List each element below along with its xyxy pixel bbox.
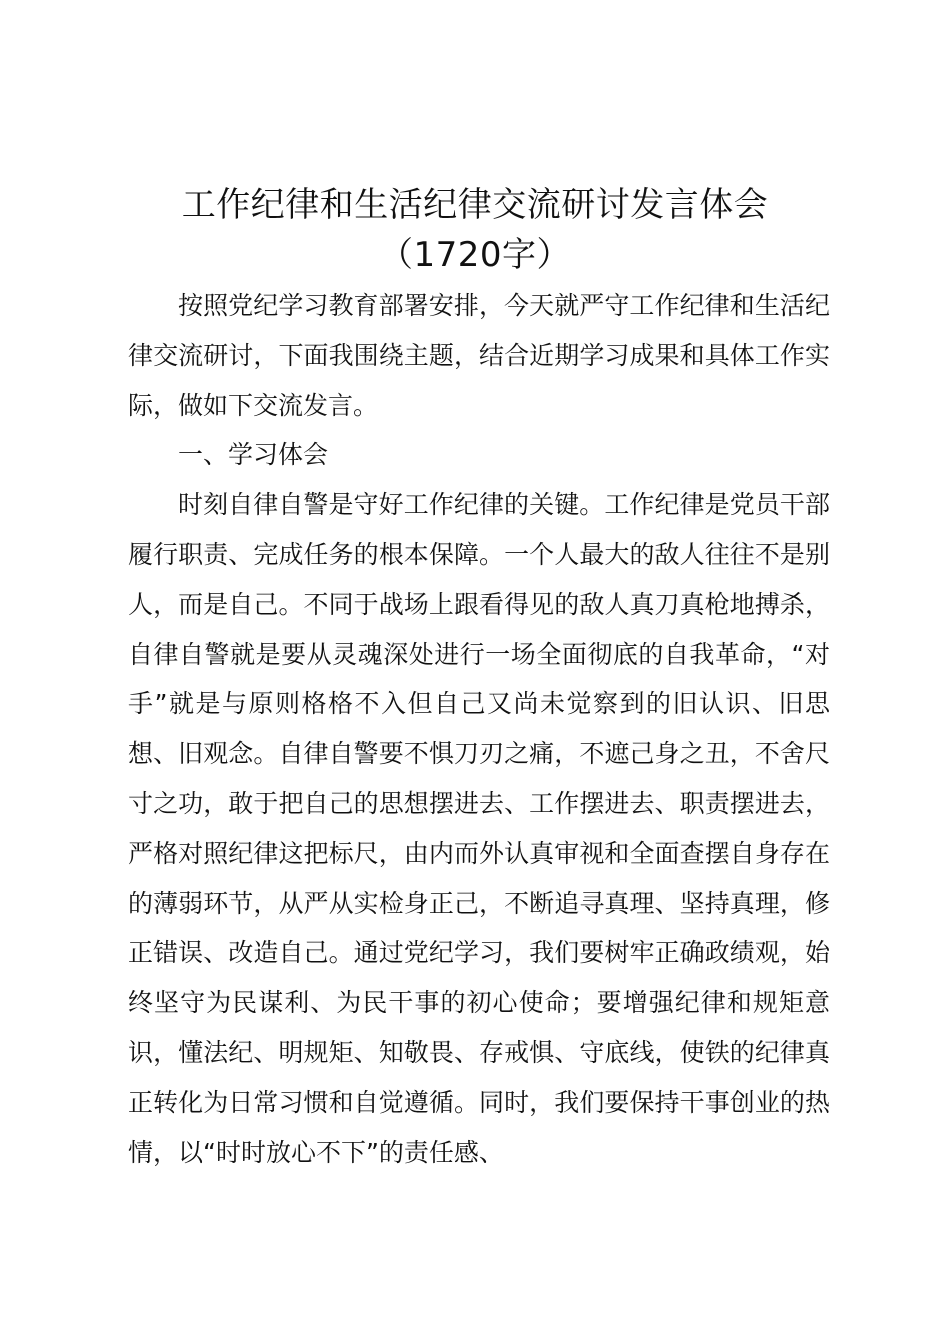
document-body (128, 281, 830, 1177)
section-heading: 一、学习体会 (178, 440, 329, 470)
document-title (0, 180, 950, 280)
body-paragraph: 时刻自律自警是守好工作纪律的关键。工作纪律是党员干部履行职责、完成任务的根本保障。一个人最大的敌人往往不是别人，而是自己。不同于战场上跟看得见的敌人真刀真枪地搏杀，自律自警就是要从灵魂深处进行一场全面彻底的自我革命，“对手”就是与原则格格不入但自己又尚未觉察到的旧认识、旧思想、旧观念。自律自警要不惧刀刃之痛，不遮己身之丑，不舍尺寸之功，敢于把自己的思想摆进去、工作摆进去、职责摆进去，严格对照纪律这把标尺，由内而外认真审视和全面查摆自身存在的薄弱环节，从严从实检身正己，不断追寻真理、坚持真理，修正错误、改造自己。通过党纪学习，我们要树牢正确政绩观，始终坚守为民谋利、为民干事的初心使命；要增强纪律和规矩意识，懂法纪、明规矩、知敬畏、存戒惧、守底线，使铁的纪律真正转化为日常习惯和自觉遵循。同时，我们要保持干事创业的热情，以“时时放心不下”的责任感、 (128, 490, 830, 1167)
title-line-1: 工作纪律和生活纪律交流研讨发言体会 (181, 185, 769, 225)
intro-paragraph: 按照党纪学习教育部署安排，今天就严守工作纪律和生活纪律交流研讨，下面我围绕主题，结合近期学习成果和具体工作实际，做如下交流发言。 (128, 291, 830, 420)
title-line-2: （1720字） (378, 235, 572, 275)
